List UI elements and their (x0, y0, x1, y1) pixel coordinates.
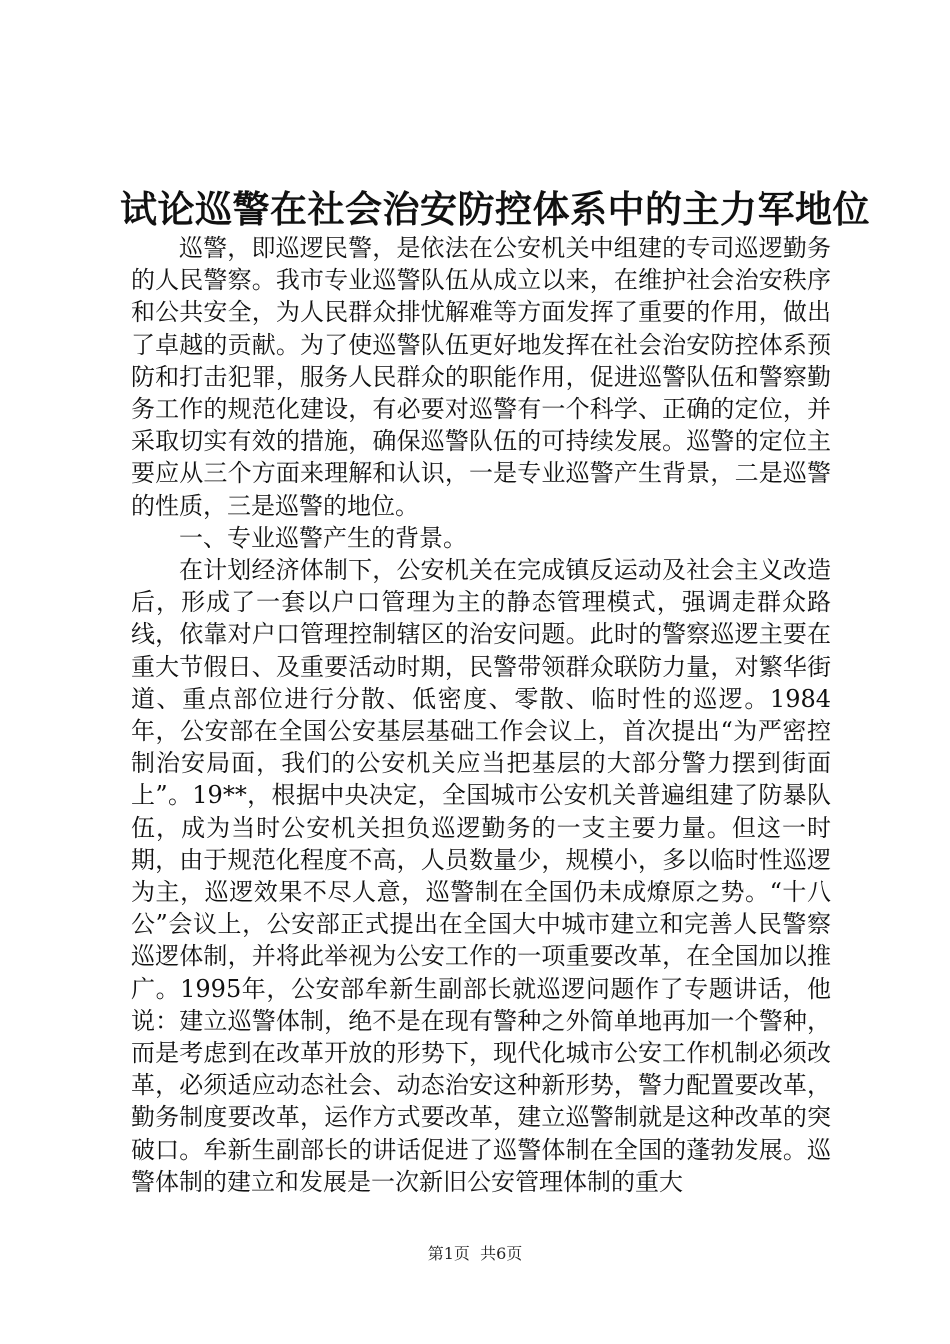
document-title: 试论巡警在社会治安防控体系中的主力军地位 (120, 187, 870, 231)
document-body (131, 232, 831, 1198)
page-number: 第1页 (427, 1244, 470, 1263)
paragraph-intro: 巡警，即巡逻民警，是依法在公安机关中组建的专司巡逻勤务的人民警察。我市专业巡警队伍从成立以来，在维护社会治安秩序和公共安全，为人民群众排忧解难等方面发挥了重要的作用，做出了卓越的贡献。为了使巡警队伍更好地发挥在社会治安防控体系预防和打击犯罪，服务人民群众的职能作用，促进巡警队伍和警察勤务工作的规范化建设，有必要对巡警有一个科学、正确的定位，并采取切实有效的措施，确保巡警队伍的可持续发展。巡警的定位主要应从三个方面来理解和认识，一是专业巡警产生背景，二是巡警的性质，三是巡警的地位。 (131, 234, 831, 520)
page-footer (0, 1243, 950, 1265)
footer-separator (470, 1244, 480, 1263)
paragraph-background: 在计划经济体制下，公安机关在完成镇反运动及社会主义改造后，形成了一套以户口管理为主的静态管理模式，强调走群众路线，依靠对户口管理控制辖区的治安问题。此时的警察巡逻主要在重大节假日、及重要活动时期，民警带领群众联防力量，对繁华街道、重点部位进行分散、低密度、零散、临时性的巡逻。1984年，公安部在全国公安基层基础工作会议上，首次提出“为严密控制治安局面，我们的公安机关应当把基层的大部分警力摆到街面上”。19**，根据中央决定，全国城市公安机关普遍组建了防暴队伍，成为当时公安机关担负巡逻勤务的一支主要力量。但这一时期，由于规范化程度不高，人员数量少，规模小，多以临时性巡逻为主，巡逻效果不尽人意，巡警制在全国仍未成燎原之势。“十八公”会议上，公安部正式提出在全国大中城市建立和完善人民警察巡逻体制，并将此举视为公安工作的一项重要改革，在全国加以推广。1995年，公安部牟新生副部长就巡逻问题作了专题讲话，他说：建立巡警体制，绝不是在现有警种之外简单地再加一个警种，而是考虑到在改革开放的形势下，现代化城市公安工作机制必须改革，必须适应动态社会、动态治安这种新形势，警力配置要改革，勤务制度要改革，运作方式要改革，建立巡警制就是这种改革的突破口。牟新生副部长的讲话促进了巡警体制在全国的蓬勃发展。巡警体制的建立和发展是一次新旧公安管理体制的重大 (131, 556, 831, 1196)
section-heading-background: 一、专业巡警产生的背景。 (179, 523, 467, 552)
page-total: 共6页 (480, 1244, 523, 1263)
